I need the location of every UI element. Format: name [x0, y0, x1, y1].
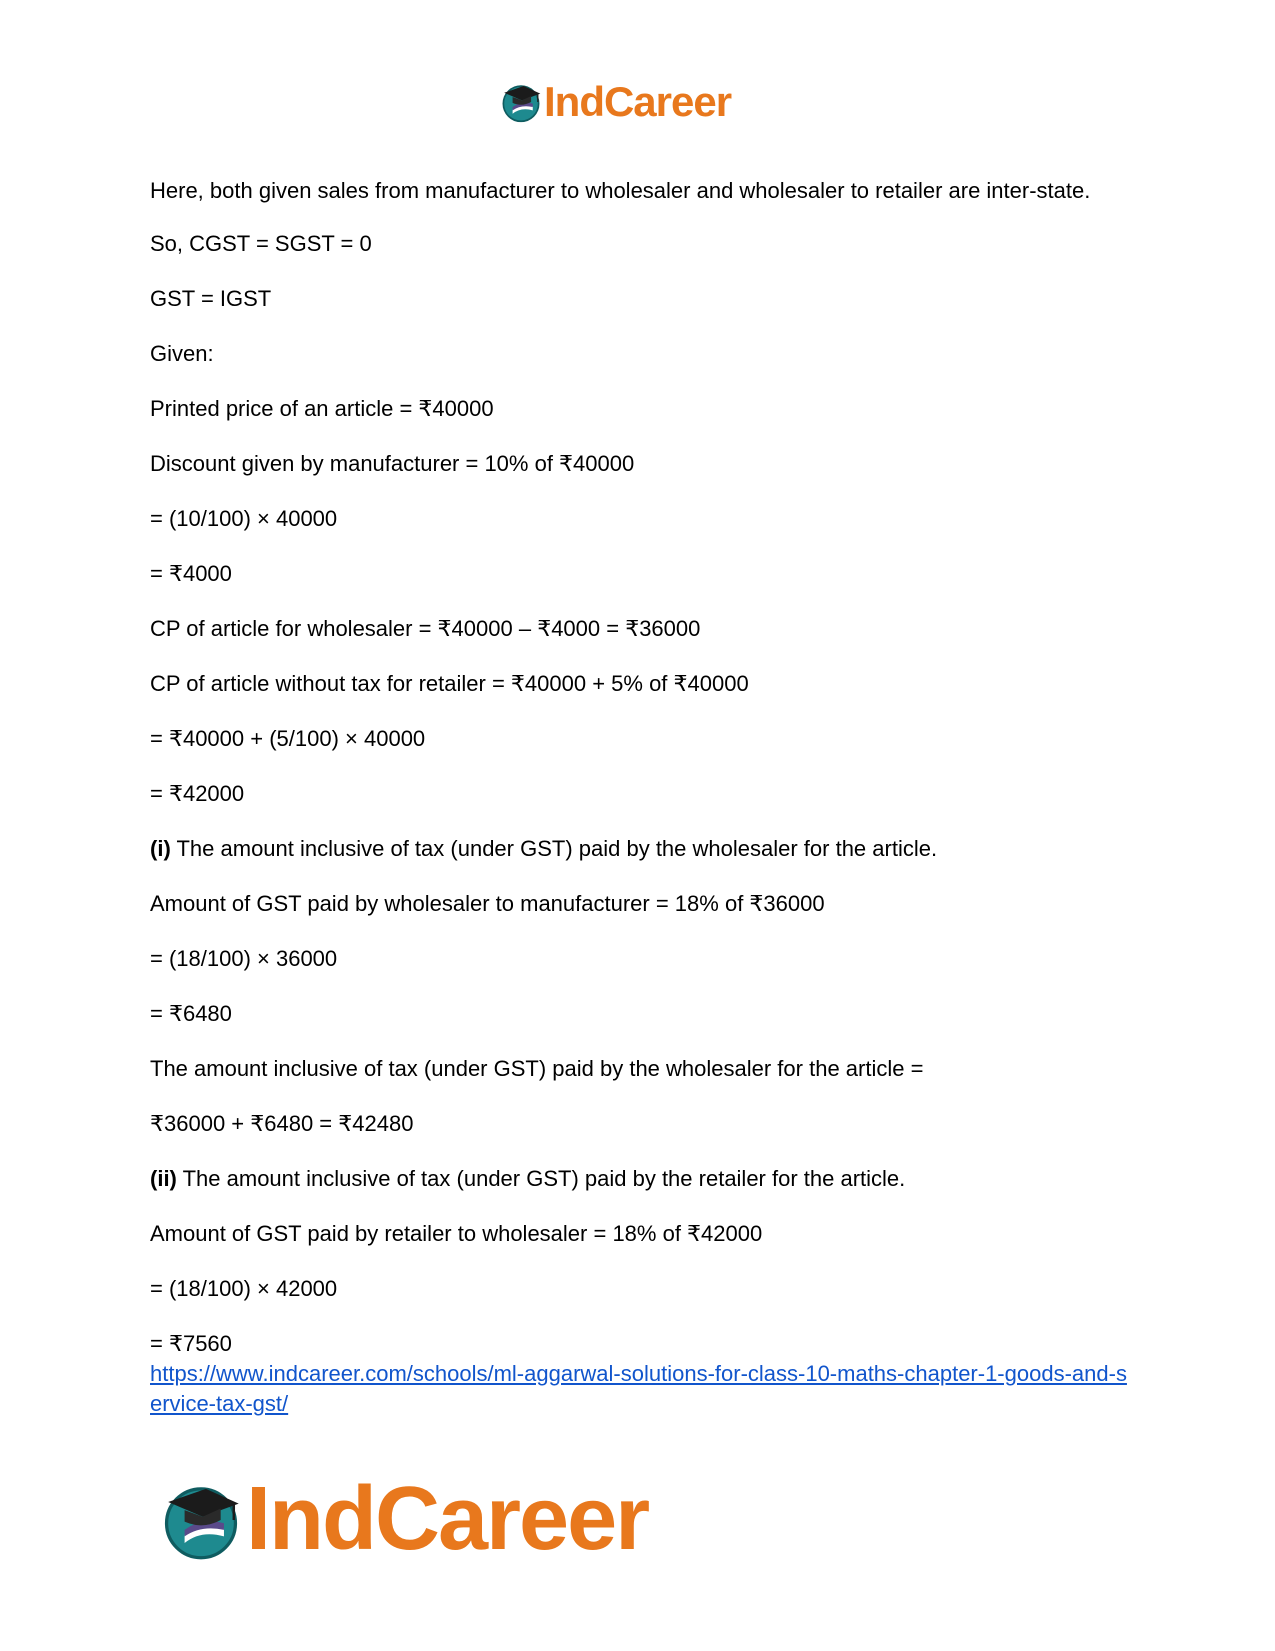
paragraph-cgst-sgst: So, CGST = SGST = 0 [150, 231, 372, 256]
paragraph-discount-calc: = (10/100) × 40000 [150, 506, 338, 531]
part-i-label: (i) [150, 836, 171, 861]
paragraph-cp-wholesaler: CP of article for wholesaler = ₹40000 – ₹4000 = ₹36000 [150, 616, 701, 641]
paragraph-gst-igst: GST = IGST [150, 286, 272, 311]
footer-logo-text: IndCareer [246, 1469, 649, 1569]
paragraph-gst-wholesaler-result: = ₹6480 [150, 1001, 232, 1026]
paragraph-printed-price: Printed price of an article = ₹40000 [150, 396, 494, 421]
paragraph-gst-retailer: Amount of GST paid by retailer to wholesaler = 18% of ₹42000 [150, 1221, 763, 1246]
footer-logo [160, 1468, 648, 1571]
paragraph-gst-retailer-calc: = (18/100) × 42000 [150, 1276, 338, 1301]
paragraph-intro: Here, both given sales from manufacturer to wholesaler and wholesaler to retailer are inter-state. [150, 178, 1091, 203]
paragraph-cp-retailer: CP of article without tax for retailer = ₹40000 + 5% of ₹40000 [150, 671, 749, 696]
paragraph-cp-retailer-calc: = ₹40000 + (5/100) × 40000 [150, 726, 426, 751]
graduation-cap-book-icon [500, 81, 542, 123]
part-ii-label: (ii) [150, 1166, 177, 1191]
graduation-cap-book-icon [160, 1479, 242, 1561]
paragraph-cp-retailer-result: = ₹42000 [150, 781, 245, 806]
paragraph-discount-result: = ₹4000 [150, 561, 232, 586]
paragraph-gst-wholesaler-calc: = (18/100) × 36000 [150, 946, 338, 971]
paragraph-amount-wholesaler-result: ₹36000 + ₹6480 = ₹42480 [150, 1111, 414, 1136]
part-ii-text: The amount inclusive of tax (under GST) paid by the retailer for the article. [176, 1166, 906, 1191]
paragraph-discount: Discount given by manufacturer = 10% of ₹40000 [150, 451, 635, 476]
paragraph-amount-wholesaler: The amount inclusive of tax (under GST) paid by the wholesaler for the article = [150, 1056, 924, 1081]
paragraph-gst-retailer-result: = ₹7560 [150, 1331, 232, 1356]
header-logo [500, 78, 731, 126]
document-body [150, 176, 1150, 1419]
header-logo-text: IndCareer [544, 78, 732, 125]
paragraph-given: Given: [150, 341, 214, 366]
paragraph-part-i [150, 834, 1150, 864]
part-i-text: The amount inclusive of tax (under GST) paid by the wholesaler for the article. [170, 836, 938, 861]
paragraph-gst-wholesaler: Amount of GST paid by wholesaler to manufacturer = 18% of ₹36000 [150, 891, 825, 916]
paragraph-part-ii [150, 1164, 1150, 1194]
source-link[interactable]: https://www.indcareer.com/schools/ml-aggarwal-solutions-for-class-10-maths-chapter-1-goods-and-service-tax-gst/ [150, 1361, 1127, 1416]
